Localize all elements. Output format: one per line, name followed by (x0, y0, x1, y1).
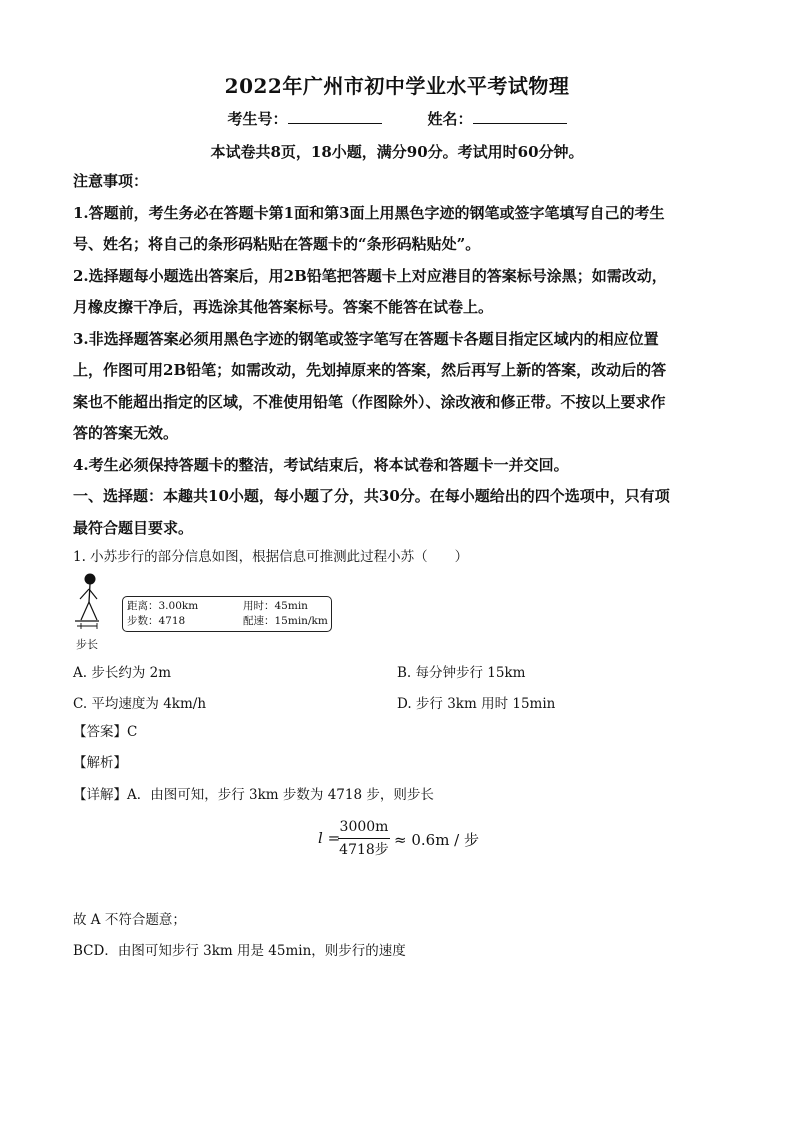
notes-line: 1.答题前，考生务必在答题卡第1面和第3面上用黑色字迹的钢笔或签字笔填写自己的考生 (73, 203, 665, 222)
pace-row (243, 614, 328, 628)
option-a: A. 步长约为 2m (73, 665, 172, 681)
question-1-stem: 1. 小苏步行的部分信息如图，根据信息可推测此过程小苏（ ） (73, 549, 469, 565)
stride-formula (318, 818, 518, 868)
steps-label: 步数： (127, 615, 159, 627)
formula-lhs: l = (318, 829, 341, 847)
name-blank (473, 109, 567, 124)
distance-value: 3.00km (158, 600, 199, 612)
section-heading-line: 最符合题目要求。 (73, 518, 194, 537)
time-row (243, 599, 308, 613)
pace-value: 15min/km (274, 615, 328, 627)
examinee-info-line (0, 108, 794, 129)
option-b: B. 每分钟步行 15km (397, 665, 526, 681)
walk-info-box (122, 596, 332, 632)
page-title: 2022年广州市初中学业水平考试物理 (224, 74, 570, 98)
head-icon (85, 574, 96, 585)
formula-fraction (338, 818, 390, 859)
steps-row (127, 614, 185, 628)
detail-line: 【详解】A．由图可知，步行 3km 步数为 4718 步，则步长 (73, 787, 434, 803)
distance-label: 距离： (127, 600, 159, 612)
examinee-no-blank (288, 109, 382, 124)
notes-line: 4.考生必须保持答题卡的整洁，考试结束后，将本试卷和答题卡一并交回。 (73, 455, 569, 474)
distance-row (127, 599, 198, 613)
notes-line: 上，作图可用2B铅笔；如需改动，先划掉原来的答案，然后再写上新的答案，改动后的答 (73, 361, 667, 379)
name-label: 姓名： (427, 110, 473, 128)
bcd-line: BCD．由图可知步行 3km 用是 45min，则步行的速度 (73, 943, 406, 959)
notes-line: 案也不能超出指定的区域，不准使用铅笔（作图除外）、涂改液和修正带。不按以上要求作 (73, 392, 666, 411)
section-heading-line: 一、选择题：本趣共10小题，每小题了分，共30分。在每小题给出的四个选项中，只有项 (73, 487, 670, 505)
time-value: 45min (274, 600, 308, 612)
pace-label: 配速： (243, 615, 275, 627)
notes-line: 答的答案无效。 (73, 424, 179, 442)
answer-line: 【答案】C (73, 724, 138, 740)
formula-rhs: ≈ 0.6m / 步 (394, 831, 480, 849)
option-c: C. 平均速度为 4km/h (73, 696, 207, 712)
formula-denominator: 4718步 (339, 842, 389, 858)
examinee-no-label: 考生号： (227, 110, 288, 128)
analysis-label: 【解析】 (73, 755, 127, 771)
notes-line: 2.选择题每小题选出答案后，用2B铅笔把答题卡上对应港目的答案标号涂黑；如需改动， (73, 266, 667, 285)
steps-value: 4718 (158, 615, 186, 627)
fraction-bar (338, 838, 390, 839)
time-label: 用时： (243, 600, 275, 612)
formula-numerator: 3000m (339, 819, 389, 835)
exam-intro: 本试卷共8页，18小题，满分90分。考试用时60分钟。 (210, 143, 584, 161)
notes-line: 3.非选择题答案必须用黑色字迹的钢笔或签字笔写在答题卡各题目指定区域内的相应位置 (73, 329, 659, 348)
stride-label: 步长 (76, 638, 98, 651)
notes-line: 月橡皮擦干净后，再选涂其他答案标号。答案不能答在试卷上。 (73, 298, 494, 316)
conclusion-a: 故 A 不符合题意； (73, 912, 186, 928)
notes-section (73, 166, 723, 544)
option-d: D. 步行 3km 用时 15min (397, 696, 556, 712)
notes-heading: 注意事项： (73, 172, 149, 190)
notes-line: 号、姓名；将自己的条形码粘贴在答题卡的“条形码粘贴处”。 (73, 235, 481, 253)
